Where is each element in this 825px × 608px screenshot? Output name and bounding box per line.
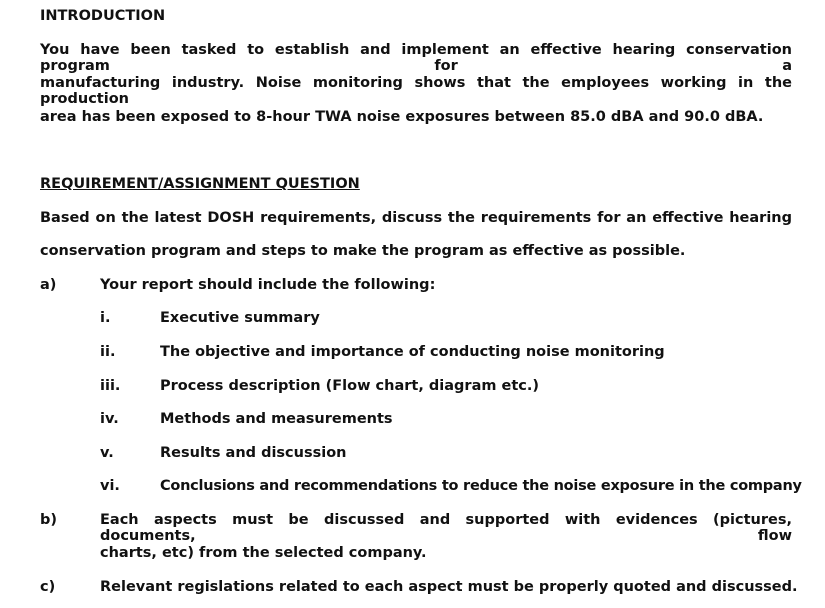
subitem-text: Conclusions and recommendations to reduce the noise exposure in the company: [160, 478, 802, 494]
subitem-text: Process description (Flow chart, diagram etc.): [160, 378, 540, 394]
subitem-text: Executive summary: [160, 310, 320, 326]
requirement-heading: REQUIREMENT/ASSIGNMENT QUESTION: [40, 176, 360, 192]
introduction-heading: INTRODUCTION: [40, 8, 166, 24]
item-a-text: Your report should include the following:: [100, 277, 436, 293]
subitem-text: Results and discussion: [160, 445, 347, 461]
introduction-line-1: You have been tasked to establish and implement an effective hearing conservation program for a: [40, 42, 792, 74]
subitem-label: iii.: [100, 378, 121, 394]
requirement-line-1: Based on the latest DOSH requirements, discuss the requirements for an effective hearing: [40, 210, 792, 226]
subitem-text: The objective and importance of conducting noise monitoring: [160, 344, 665, 360]
introduction-line-3: area has been exposed to 8-hour TWA noise exposures between 85.0 dBA and 90.0 dBA.: [40, 109, 764, 125]
item-c-label: c): [40, 579, 56, 595]
subitem-label: i.: [100, 310, 111, 326]
item-c-text: Relevant regislations related to each aspect must be properly quoted and discussed.: [100, 579, 798, 595]
subitem-label: ii.: [100, 344, 116, 360]
subitem-label: v.: [100, 445, 114, 461]
item-b-label: b): [40, 512, 58, 528]
introduction-line-2: manufacturing industry. Noise monitoring shows that the employees working in the production: [40, 75, 792, 107]
requirement-line-2: conservation program and steps to make the program as effective as possible.: [40, 243, 686, 259]
item-b-line-1: Each aspects must be discussed and supported with evidences (pictures, documents, flow: [100, 512, 792, 544]
subitem-label: iv.: [100, 411, 119, 427]
item-a-label: a): [40, 277, 57, 293]
item-b-line-2: charts, etc) from the selected company.: [100, 545, 427, 561]
subitem-label: vi.: [100, 478, 120, 494]
subitem-text: Methods and measurements: [160, 411, 393, 427]
